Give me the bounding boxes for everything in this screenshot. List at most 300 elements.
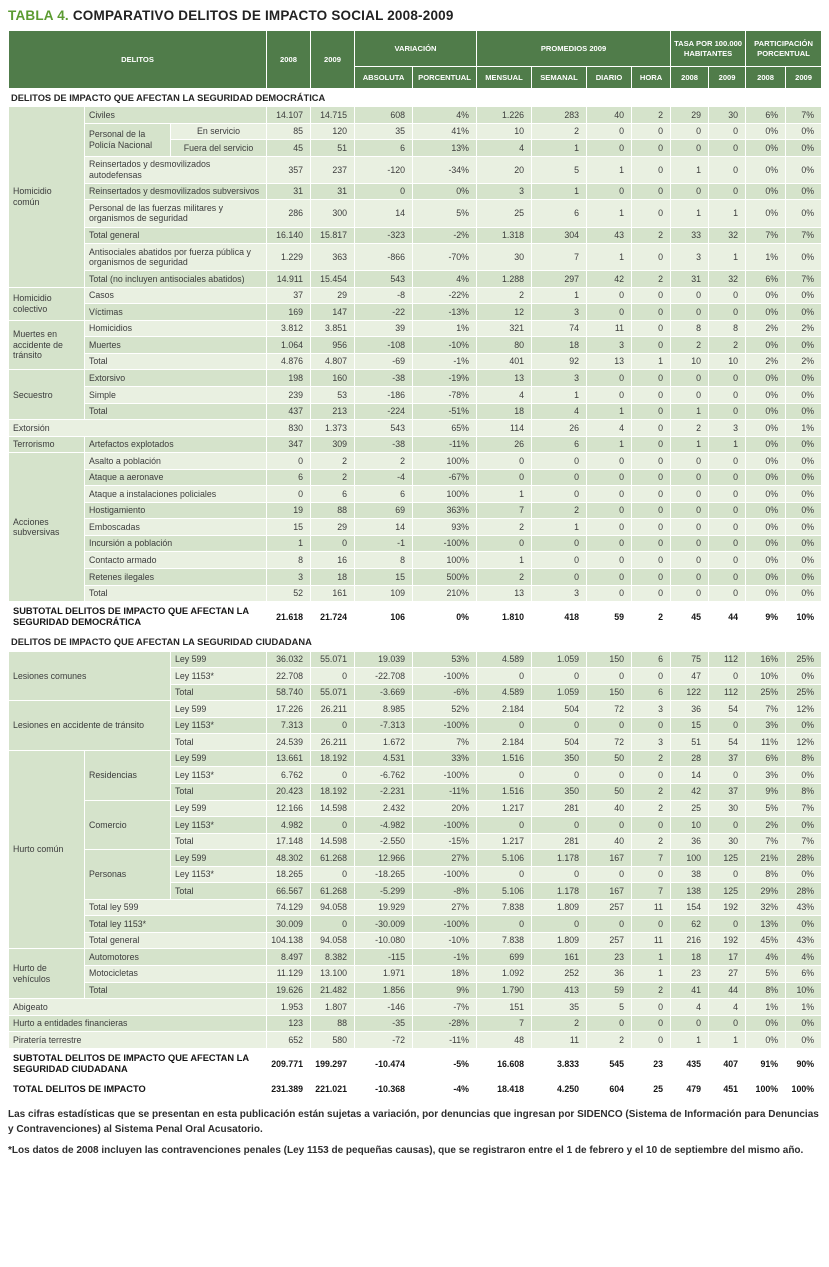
cell-value: 0 [709, 287, 746, 304]
cell-value: -3.669 [355, 684, 413, 701]
col-header-tasa: TASA POR 100.000 HABITANTES [671, 31, 746, 67]
cell-value: 55.071 [311, 684, 355, 701]
cell-value: 8% [746, 866, 786, 883]
footnotes [8, 1108, 821, 1159]
cell-value: 48 [477, 1032, 532, 1049]
cell-value: 147 [311, 304, 355, 321]
cell-value: 58.740 [267, 684, 311, 701]
cell-value: 22.708 [267, 668, 311, 685]
cell-value: 52% [413, 701, 477, 718]
cell-value: 7% [413, 734, 477, 751]
subtotal-label: SUBTOTAL DELITOS DE IMPACTO QUE AFECTAN LA SEGURIDAD DEMOCRÁTICA [9, 602, 267, 633]
cell-value: 347 [267, 436, 311, 453]
cell-value: 61.268 [311, 850, 355, 867]
row-label: Total (no incluyen antisociales abatidos) [85, 271, 267, 288]
cell-value: 0 [632, 183, 671, 200]
cell-value: 239 [267, 387, 311, 404]
cell-value: 4.982 [267, 817, 311, 834]
cell-value: 0 [671, 287, 709, 304]
row-label: Ataque a instalaciones policiales [85, 486, 267, 503]
col-header-part-2009: 2009 [786, 67, 822, 89]
cell-value: 167 [587, 883, 632, 900]
cell-value: 0 [587, 717, 632, 734]
cell-value: -6.762 [355, 767, 413, 784]
cell-value: 39 [355, 320, 413, 337]
cell-value: 94.058 [311, 932, 355, 949]
cell-value: -51% [413, 403, 477, 420]
cell-value: 0 [671, 569, 709, 586]
cell-value: 151 [477, 999, 532, 1016]
cell-value: 1 [632, 965, 671, 982]
cell-value: 74 [532, 320, 587, 337]
cell-value: 15 [671, 717, 709, 734]
cell-value: 54 [709, 701, 746, 718]
cell-value: 4% [413, 271, 477, 288]
cell-value: 6% [746, 107, 786, 124]
cell-value: 1 [671, 1032, 709, 1049]
cell-value: 7 [532, 244, 587, 271]
cell-value: 300 [311, 200, 355, 227]
cell-value: 27% [413, 899, 477, 916]
cell-value: 0% [786, 866, 822, 883]
cell-value: 11 [587, 320, 632, 337]
cell-value: 15 [267, 519, 311, 536]
cell-value: 4 [587, 420, 632, 437]
subtotal-value: 1.810 [477, 602, 532, 633]
cell-value: 0% [786, 183, 822, 200]
table-row [9, 403, 822, 420]
cell-value: 12% [786, 734, 822, 751]
cell-value: 0% [786, 535, 822, 552]
cell-value: 0 [632, 999, 671, 1016]
total-value: 100% [746, 1080, 786, 1100]
cell-value: 11 [632, 899, 671, 916]
cell-value: 13 [587, 353, 632, 370]
table-row [9, 552, 822, 569]
cell-value: 3 [532, 370, 587, 387]
cell-value: 18% [413, 965, 477, 982]
row-label: Hurto a entidades financieras [9, 1015, 267, 1032]
table-row [9, 932, 822, 949]
cell-value: 1.178 [532, 850, 587, 867]
cell-value: 0 [587, 387, 632, 404]
cell-value: 109 [355, 585, 413, 602]
cell-value: 0 [671, 486, 709, 503]
cell-value: 956 [311, 337, 355, 354]
cell-value: 51 [671, 734, 709, 751]
cell-value: 0 [587, 502, 632, 519]
cell-value: 17.226 [267, 701, 311, 718]
cell-value: 1.373 [311, 420, 355, 437]
cell-value: 0 [709, 668, 746, 685]
cell-value: 0 [632, 569, 671, 586]
cell-value: 12.966 [355, 850, 413, 867]
cell-value: 0 [587, 486, 632, 503]
row-label: Incursión a población [85, 535, 267, 552]
subtotal-value: 59 [587, 602, 632, 633]
cell-value: 2% [786, 353, 822, 370]
cell-value: 5 [532, 156, 587, 183]
row-label: Muertes [85, 337, 267, 354]
cell-value: 3% [746, 717, 786, 734]
row-label: Personal de las fuerzas militares y organismos de seguridad [85, 200, 267, 227]
subtotal-value: 45 [671, 602, 709, 633]
cell-value: 7.313 [267, 717, 311, 734]
cell-value: 0% [786, 200, 822, 227]
cell-value: -67% [413, 469, 477, 486]
cell-value: 0 [632, 552, 671, 569]
cell-value: -78% [413, 387, 477, 404]
cell-value: 3 [632, 701, 671, 718]
cell-value: -108 [355, 337, 413, 354]
cell-value: -10% [413, 932, 477, 949]
cell-value: 0% [786, 287, 822, 304]
row-label: Asalto a población [85, 453, 267, 470]
cell-value: 2 [532, 123, 587, 140]
cell-value: 167 [587, 850, 632, 867]
cell-value: 29 [311, 287, 355, 304]
cell-value: 1.516 [477, 783, 532, 800]
cell-value: 0 [632, 287, 671, 304]
cell-value: 3 [587, 337, 632, 354]
cell-value: 30 [709, 107, 746, 124]
cell-value: 37 [709, 783, 746, 800]
row-label: Emboscadas [85, 519, 267, 536]
cell-value: 0 [532, 453, 587, 470]
table-row [9, 999, 822, 1016]
cell-value: 0 [587, 453, 632, 470]
cell-value: 0% [746, 585, 786, 602]
cell-value: 33% [413, 750, 477, 767]
row-label: Civiles [85, 107, 267, 124]
cell-value: 0 [477, 535, 532, 552]
cell-value: 0% [786, 244, 822, 271]
row-label: Acciones subversivas [9, 453, 85, 602]
total-value: -10.368 [355, 1080, 413, 1100]
cell-value: 14 [355, 519, 413, 536]
cell-value: 32% [746, 899, 786, 916]
table-row [9, 156, 822, 183]
cell-value: -100% [413, 717, 477, 734]
cell-value: 0% [786, 436, 822, 453]
cell-value: 36 [671, 833, 709, 850]
cell-value: 7 [477, 502, 532, 519]
cell-value: 0 [709, 370, 746, 387]
cell-value: 7% [786, 800, 822, 817]
cell-value: 6.762 [267, 767, 311, 784]
cell-value: -8 [355, 287, 413, 304]
cell-value: 0 [709, 916, 746, 933]
cell-value: 0 [587, 767, 632, 784]
total-value: -4% [413, 1080, 477, 1100]
cell-value: 72 [587, 701, 632, 718]
cell-value: 0 [671, 552, 709, 569]
cell-value: 112 [709, 651, 746, 668]
table-row [9, 585, 822, 602]
cell-value: 0 [587, 519, 632, 536]
cell-value: 1 [709, 1032, 746, 1049]
cell-value: 2 [355, 453, 413, 470]
cell-value: 0% [786, 1015, 822, 1032]
cell-value: 10% [746, 668, 786, 685]
cell-value: 0 [632, 320, 671, 337]
page-title [8, 8, 821, 23]
table-row [9, 850, 822, 867]
cell-value: 0% [746, 370, 786, 387]
cell-value: 3 [632, 734, 671, 751]
cell-value: 1.092 [477, 965, 532, 982]
cell-value: 2 [587, 1032, 632, 1049]
row-label: Casos [85, 287, 267, 304]
row-label: Lesiones comunes [9, 651, 171, 701]
table-row [9, 1032, 822, 1049]
cell-value: 1% [746, 999, 786, 1016]
cell-value: 161 [311, 585, 355, 602]
cell-value: -69 [355, 353, 413, 370]
cell-value: 31 [311, 183, 355, 200]
cell-value: 11 [532, 1032, 587, 1049]
cell-value: 4 [532, 403, 587, 420]
cell-value: 47 [671, 668, 709, 685]
cell-value: 0 [632, 767, 671, 784]
cell-value: 6% [786, 965, 822, 982]
cell-value: -100% [413, 668, 477, 685]
cell-value: 0% [746, 304, 786, 321]
cell-value: 2 [632, 271, 671, 288]
cell-value: 0% [786, 916, 822, 933]
cell-value: 0 [587, 370, 632, 387]
cell-value: 1.217 [477, 800, 532, 817]
cell-value: 11.129 [267, 965, 311, 982]
cell-value: 0% [746, 156, 786, 183]
cell-value: 0% [786, 140, 822, 157]
cell-value: 0 [709, 535, 746, 552]
cell-value: 652 [267, 1032, 311, 1049]
cell-value: 0 [671, 387, 709, 404]
cell-value: 1.288 [477, 271, 532, 288]
section-title-row [9, 633, 822, 651]
cell-value: 2 [709, 337, 746, 354]
cell-value: 5.106 [477, 883, 532, 900]
row-label: Simple [85, 387, 267, 404]
cell-value: 72 [587, 734, 632, 751]
cell-value: 8 [671, 320, 709, 337]
cell-value: 6 [267, 469, 311, 486]
cell-value: 2% [746, 817, 786, 834]
cell-value: 1 [532, 519, 587, 536]
table-row [9, 337, 822, 354]
row-label: Total general [85, 932, 267, 949]
cell-value: 20% [413, 800, 477, 817]
cell-value: 7% [746, 833, 786, 850]
cell-value: 413 [532, 982, 587, 999]
cell-value: 210% [413, 585, 477, 602]
cell-value: 0% [786, 486, 822, 503]
cell-value: 0 [632, 156, 671, 183]
cell-value: 15.817 [311, 227, 355, 244]
cell-value: 28 [671, 750, 709, 767]
cell-value: 0 [532, 486, 587, 503]
cell-value: 50 [587, 750, 632, 767]
col-header-hora: HORA [632, 67, 671, 89]
cell-value: 257 [587, 932, 632, 949]
cell-value: 69 [355, 502, 413, 519]
cell-value: 1.064 [267, 337, 311, 354]
subtotal-value: 90% [786, 1048, 822, 1079]
cell-value: 0 [709, 469, 746, 486]
cell-value: 0 [709, 519, 746, 536]
cell-value: 0% [786, 519, 822, 536]
cell-value: 7 [632, 850, 671, 867]
cell-value: 0% [786, 304, 822, 321]
cell-value: 0 [632, 535, 671, 552]
cell-value: 0 [532, 552, 587, 569]
cell-value: 0 [709, 552, 746, 569]
cell-value: 35 [355, 123, 413, 140]
cell-value: 0 [709, 717, 746, 734]
table-row [9, 227, 822, 244]
cell-value: 10% [786, 982, 822, 999]
cell-value: 150 [587, 651, 632, 668]
cell-value: 8 [355, 552, 413, 569]
cell-value: 27% [413, 850, 477, 867]
cell-value: 0% [746, 403, 786, 420]
cell-value: 6 [355, 486, 413, 503]
cell-value: 74.129 [267, 899, 311, 916]
cell-value: 2 [632, 800, 671, 817]
cell-value: 100 [671, 850, 709, 867]
cell-value: 30.009 [267, 916, 311, 933]
cell-value: 216 [671, 932, 709, 949]
cell-value: 4% [786, 949, 822, 966]
cell-value: 35 [532, 999, 587, 1016]
cell-value: 1 [587, 156, 632, 183]
row-label: Retenes ilegales [85, 569, 267, 586]
cell-value: 2 [632, 107, 671, 124]
row-label: Total [85, 982, 267, 999]
cell-value: 0 [587, 123, 632, 140]
cell-value: -2.550 [355, 833, 413, 850]
cell-value: 7% [786, 107, 822, 124]
row-label: Automotores [85, 949, 267, 966]
cell-value: 0 [632, 436, 671, 453]
cell-value: 0 [532, 767, 587, 784]
cell-value: 43% [786, 899, 822, 916]
subtotal-value: 23 [632, 1048, 671, 1079]
cell-value: 0 [709, 817, 746, 834]
cell-value: 40 [587, 800, 632, 817]
cell-value: 1.809 [532, 899, 587, 916]
cell-value: 0 [587, 304, 632, 321]
cell-value: 4.807 [311, 353, 355, 370]
cell-value: 2 [532, 1015, 587, 1032]
cell-value: 5 [587, 999, 632, 1016]
cell-value: -15% [413, 833, 477, 850]
cell-value: 43 [587, 227, 632, 244]
cell-value: 5.106 [477, 850, 532, 867]
cell-value: 0 [587, 140, 632, 157]
cell-value: 8.985 [355, 701, 413, 718]
table-row [9, 502, 822, 519]
cell-value: 8 [709, 320, 746, 337]
cell-value: 0% [746, 337, 786, 354]
cell-value: 13% [413, 140, 477, 157]
cell-value: 5% [413, 200, 477, 227]
col-header-promedios: PROMEDIOS 2009 [477, 31, 671, 67]
cell-value: 0 [477, 668, 532, 685]
table-row [9, 1015, 822, 1032]
cell-value: 2 [311, 469, 355, 486]
cell-value: 2 [671, 420, 709, 437]
cell-value: 13 [477, 370, 532, 387]
cell-value: 33 [671, 227, 709, 244]
cell-value: 10 [709, 353, 746, 370]
cell-value: 6% [746, 271, 786, 288]
cell-value: 0% [786, 668, 822, 685]
cell-value: 0 [632, 337, 671, 354]
cell-value: 1 [709, 200, 746, 227]
row-label: Ley 1153* [171, 866, 267, 883]
cell-value: 192 [709, 899, 746, 916]
cell-value: -10.080 [355, 932, 413, 949]
cell-value: 161 [532, 949, 587, 966]
cell-value: 1% [786, 420, 822, 437]
subtotal-value: 0% [413, 602, 477, 633]
subtotal-value: -10.474 [355, 1048, 413, 1079]
cell-value: 0% [746, 436, 786, 453]
cell-value: 1 [632, 353, 671, 370]
row-label: Antisociales abatidos por fuerza pública y organismos de seguridad [85, 244, 267, 271]
cell-value: 0% [786, 453, 822, 470]
cell-value: 40 [587, 107, 632, 124]
cell-value: 42 [587, 271, 632, 288]
total-value: 25 [632, 1080, 671, 1100]
row-label: Homicidios [85, 320, 267, 337]
cell-value: 0 [671, 585, 709, 602]
grand-total-row [9, 1080, 822, 1100]
cell-value: 31 [267, 183, 311, 200]
cell-value: 0% [746, 486, 786, 503]
cell-value: 6% [746, 750, 786, 767]
subtotal-value: 106 [355, 602, 413, 633]
cell-value: 6 [632, 684, 671, 701]
cell-value: 14.715 [311, 107, 355, 124]
row-label: Ley 599 [171, 850, 267, 867]
cell-value: 14 [671, 767, 709, 784]
section-title: DELITOS DE IMPACTO QUE AFECTAN LA SEGURIDAD DEMOCRÁTICA [9, 89, 822, 107]
subtotal-value: 418 [532, 602, 587, 633]
cell-value: 51 [311, 140, 355, 157]
cell-value: 1.856 [355, 982, 413, 999]
row-label: Homicidio común [9, 107, 85, 288]
table-row [9, 701, 822, 718]
cell-value: 1.516 [477, 750, 532, 767]
cell-value: 29 [671, 107, 709, 124]
cell-value: 0 [671, 469, 709, 486]
cell-value: 19.929 [355, 899, 413, 916]
cell-value: 11 [632, 932, 671, 949]
table-row [9, 271, 822, 288]
cell-value: 1.807 [311, 999, 355, 1016]
cell-value: -186 [355, 387, 413, 404]
row-label: Contacto armado [85, 552, 267, 569]
cell-value: 41 [671, 982, 709, 999]
subtotal-value: 209.771 [267, 1048, 311, 1079]
cell-value: -11% [413, 1032, 477, 1049]
col-header-porcentual: PORCENTUAL [413, 67, 477, 89]
row-label: Reinsertados y desmovilizados subversivos [85, 183, 267, 200]
cell-value: 257 [587, 899, 632, 916]
